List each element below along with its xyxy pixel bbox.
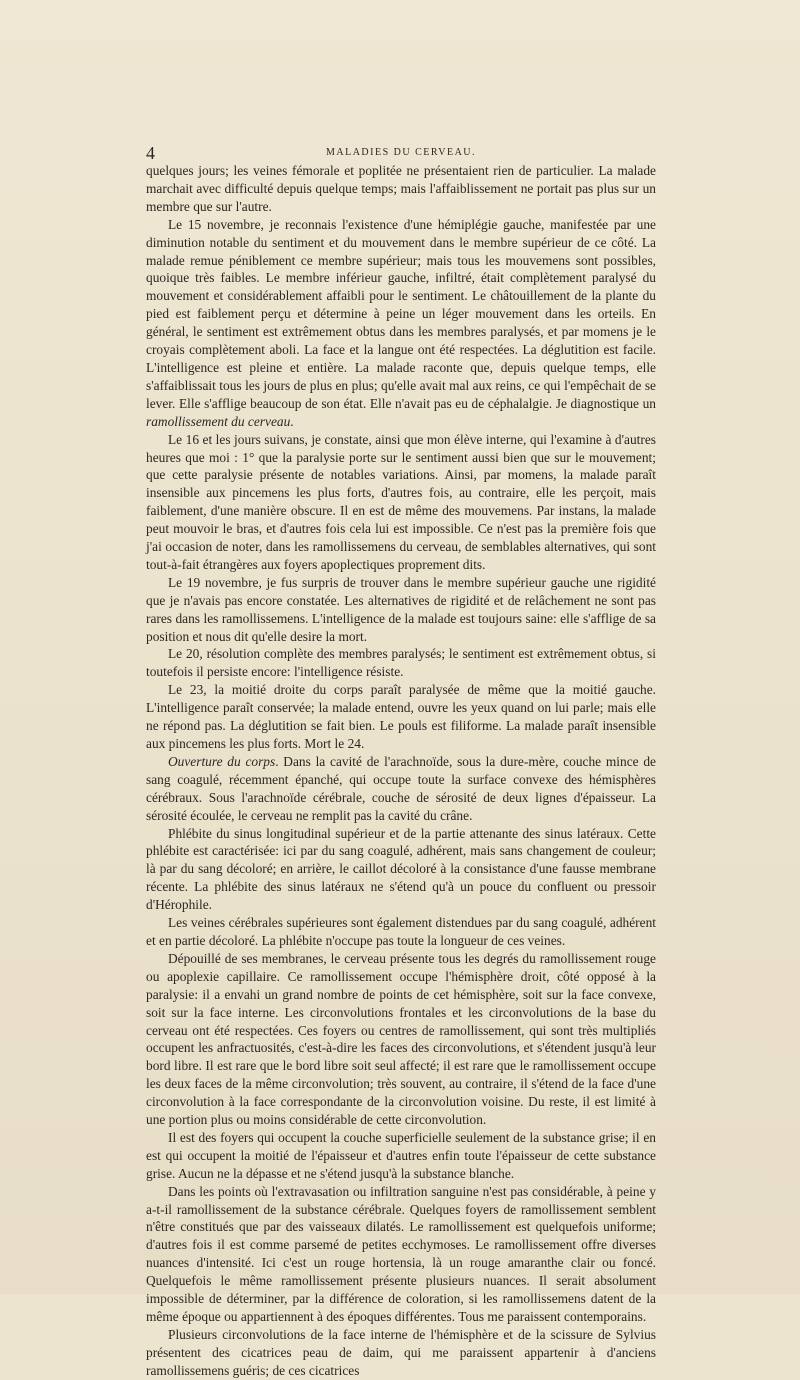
paragraph-9: Les veines cérébrales supérieures sont également distendues par du sang coagulé, adhérent et en partie décoloré. La phlébite n'occupe pas toute la longueur de ces veines. <box>146 915 656 948</box>
paragraph-13: Plusieurs circonvolutions de la face interne de l'hémisphère et de la scissure de Sylvius présentent des cicatrices peau de daim, qui me paraissent appartenir à d'anciens ramollissemens guéris; de ces cicatrices <box>146 1326 656 1378</box>
paragraph-10: Dépouillé de ses membranes, le cerveau présente tous les degrés du ramollissement rouge ou apoplexie capillaire. Ce ramollissement occupe l'hémisphère droit, côté opposé à la paralysie: il a envahi un grand nombre de points de cet hémisphère, soit sur la face convexe, soit sur la face interne. Les circonvolutions frontales et les circonvolutions de la base du cerveau ont été respectées. Ces foyers ou centres de ramollissement, qui sont très multipliés occupent les anfractuosités, c'est-à-dire les faces des circonvolutions, et s'étendent jusqu'à leur bord libre. Il est rare que le bord libre soit seul affecté; il est rare que le ramollissement occupe les deux faces de la même circonvolution; très souvent, au contraire, il s'étend de la face d'une circonvolution à la face correspondante de la circonvolution voisine. Du reste, il est limité à une portion plus ou moins considérable de cette circonvolution. <box>146 950 656 1128</box>
page-header <box>146 143 656 163</box>
paragraph-6: Le 23, la moitié droite du corps paraît paralysée de même que la moitié gauche. L'intelligence paraît conservée; la malade entend, ouvre les yeux quand on lui parle; mais elle ne répond pas. La déglutition se fait bien. Le pouls est filiforme. La malade paraît insensible aux pincemens les plus forts. Mort le 24. <box>146 682 656 751</box>
paragraph-7: Ouverture du corps. Dans la cavité de l'arachnoïde, sous la dure-mère, couche mince de sang coagulé, récemment épanché, qui occupe toute la surface convexe des hémisphères cérébraux. Sous l'arachnoïde cérébrale, couche de sérosité de deux lignes d'épaisseur. La sérosité écoulée, le cerveau ne remplit pas la cavité du crâne. <box>146 753 656 823</box>
body-text <box>146 162 656 1380</box>
page-number: 4 <box>146 143 155 163</box>
paragraph-5: Le 20, résolution complète des membres paralysés; le sentiment est extrêmement obtus, si toutefois il persiste encore: l'intelligence résiste. <box>146 646 656 680</box>
paragraph-8: Phlébite du sinus longitudinal supérieur et de la partie attenante des sinus latéraux. Cette phlébite est caractérisée: ici par du sang coagulé, adhérent, mais sans changement de couleur; là par du sang décoloré; en arrière, le caillot décoloré à la consistance d'une fausse membrane récente. La phlébite des sinus latéraux ne s'étend qu'à un pouce du confluent ou pressoir d'Hérophile. <box>146 825 656 913</box>
paragraph-2: Le 15 novembre, je reconnais l'existence d'une hémiplégie gauche, manifestée par une diminution notable du sentiment et du mouvement dans le membre supérieur de ce côté. La malade remue péniblement ce membre supérieur; mais tous les mouvemens sont possibles, quoique très faibles. Le membre inférieur gauche, infiltré, était complètement paralysé du mouvement et considérablement affaibli pour le sentiment. Le châtouillement de la plante du pied est faiblement perçu et détermine à peine un léger mouvement dans les orteils. En général, le sentiment est extrêmement obtus dans les membres paralysés, et par momens je le croyais complètement aboli. La face et la langue ont été respectées. La déglutition est facile. L'intelligence est pleine et entière. La malade raconte que, depuis quelque temps, elle s'affaiblissait tous les jours de plus en plus; qu'elle avait mal aux reins, ce qui l'empêchait de se lever. Elle s'afflige beaucoup de son état. Elle n'avait pas eu de céphalalgie. Je diagnostique un ramollissement du cerveau. <box>146 216 656 429</box>
running-head: MALADIES DU CERVEAU. <box>325 147 477 158</box>
diagnosis-italic: ramollissement du cerveau <box>146 413 291 429</box>
paragraph-1: quelques jours; les veines fémorale et poplitée ne présentaient rien de particulier. La malade marchait avec difficulté depuis quelque temps; mais l'affaiblissement ne portait pas plus sur un membre que sur l'autre. <box>146 163 656 214</box>
paragraph-12: Dans les points où l'extravasation ou infiltration sanguine n'est pas considérable, à peine y a-t-il ramollissement de la substance cérébrale. Quelques foyers de ramollissement semblent n'être constitués que par des vaisseaux dilatés. Le ramollissement est quelquefois uniforme; d'autres fois il est comme parsemé de petites ecchymoses. Le ramollissement offre diverses nuances d'intensité. Ici c'est un rouge hortensia, là un rouge amaranthe clair ou foncé. Quelquefois le même ramollissement présente plusieurs nuances. Il serait absolument impossible de déterminer, par la différence de coloration, si les ramollissemens datent de la même époque ou appartiennent à des époques différentes. Tous me paraissent contemporains. <box>146 1183 656 1324</box>
paragraph-3: Le 16 et les jours suivans, je constate, ainsi que mon élève interne, qui l'examine à d'autres heures que moi : 1° que la paralysie porte sur le sentiment aussi bien que sur le mouvement; que cette paralysie présente de notables variations. Ainsi, par momens, la malade paraît insensible aux pincemens les plus forts, d'autres fois, au contraire, elle les perçoit, mais faiblement, d'une manière obscure. Il en est de même des mouvemens. Par instans, la malade peut mouvoir le bras, et d'autres fois cela lui est impossible. Ce n'est pas la première fois que j'ai occasion de noter, dans les ramollissemens du cerveau, de semblables alternatives, qui sont tout-à-fait étrangères aux foyers apoplectiques proprement dits. <box>146 431 656 572</box>
paragraph-4: Le 19 novembre, je fus surpris de trouver dans le membre supérieur gauche une rigidité que je n'avais pas encore constatée. Les alternatives de rigidité et de relâchement ne sont pas rares dans les ramollissemens. L'intelligence de la malade est toujours saine: elle s'afflige de sa position et nous dit qu'elle desire la mort. <box>146 574 656 644</box>
paragraph-11: Il est des foyers qui occupent la couche superficielle seulement de la substance grise; il en est qui occupent la moitié de l'épaisseur et d'autres enfin toute l'épaisseur de cette substance grise. Aucun ne la dépasse et ne s'étend jusqu'à la substance blanche. <box>146 1129 656 1181</box>
autopsy-heading-italic: Ouverture du corps <box>168 753 276 769</box>
